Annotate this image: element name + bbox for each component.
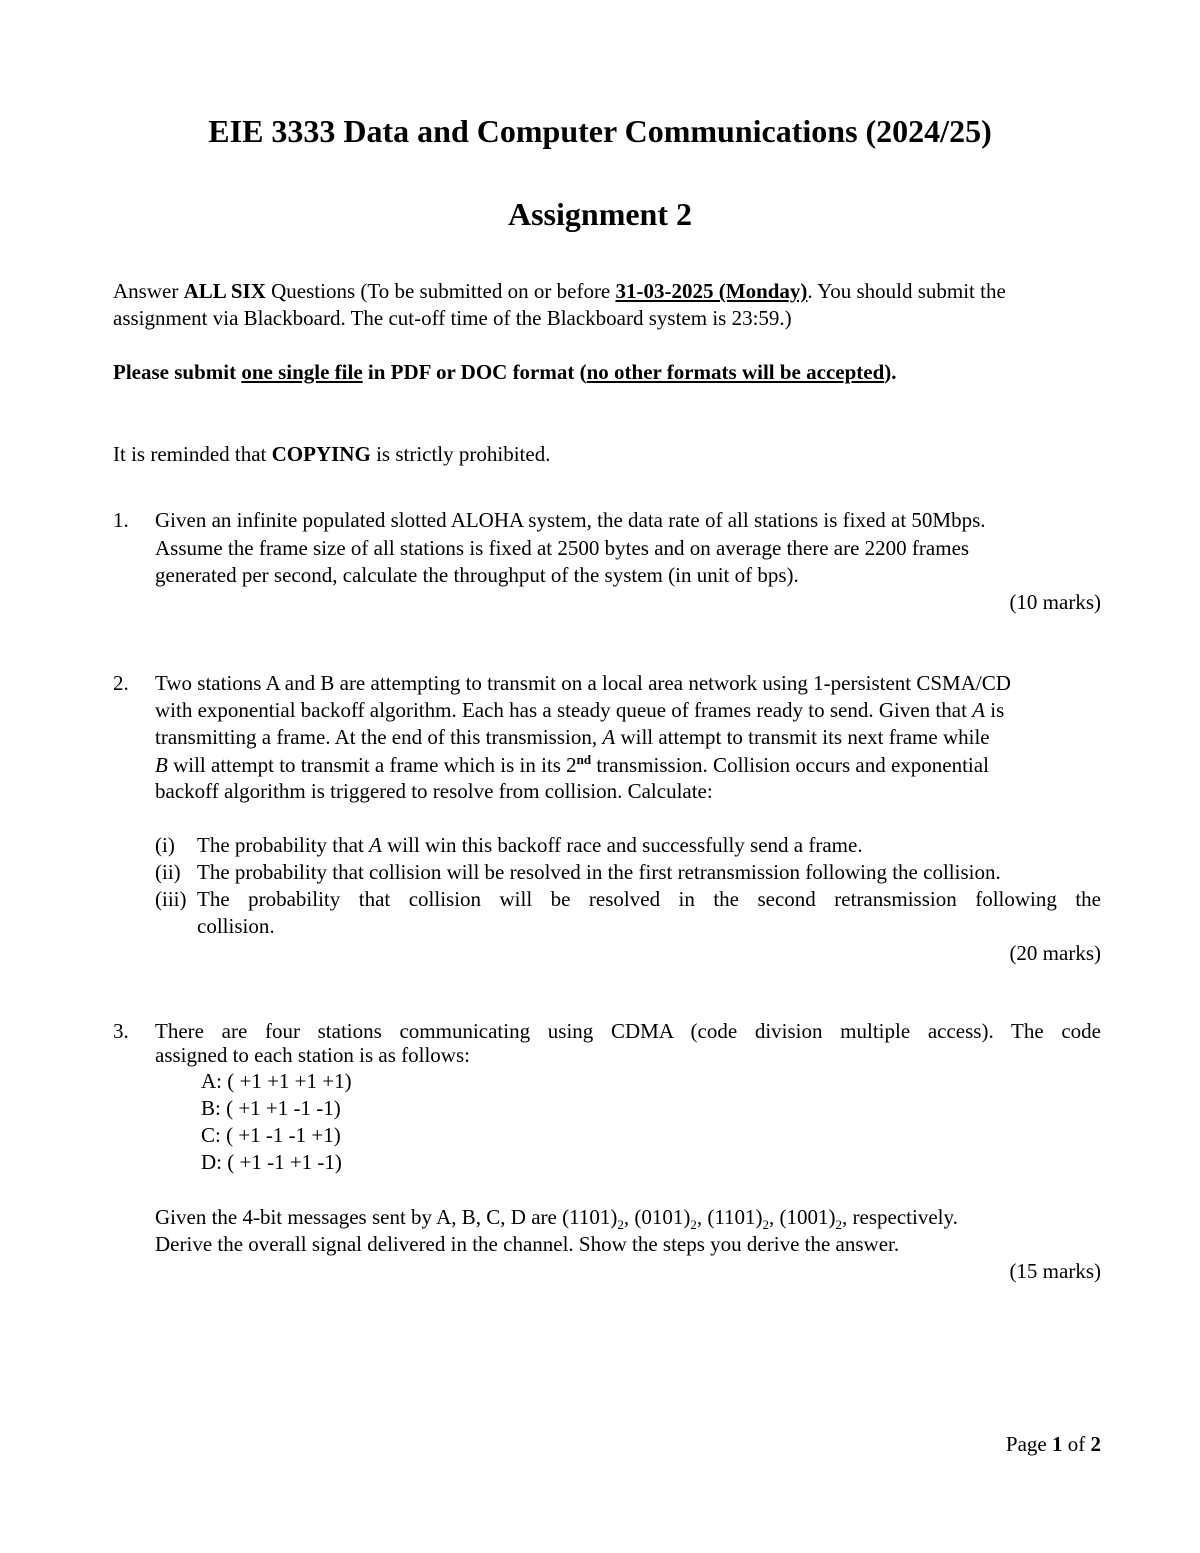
station-code: C: ( +1 -1 -1 +1) (201, 1123, 341, 1147)
question-text-line: generated per second, calculate the throughput of the system (in unit of bps). (155, 563, 799, 587)
question-number: 3. (113, 1019, 129, 1043)
station-code: D: ( +1 -1 +1 -1) (201, 1150, 342, 1174)
instructions-line-1: Answer ALL SIX Questions (To be submitted on or before 31-03-2025 (Monday). You should submit the (113, 279, 1006, 303)
sub-question-text: The probability that collision will be resolved in the first retransmission following the collision. (197, 860, 1001, 884)
question-text-line: There are four stations communicating using CDMA (code division multiple access). The code (155, 1019, 1101, 1043)
question-number: 1. (113, 508, 129, 532)
station-code: A: ( +1 +1 +1 +1) (201, 1069, 352, 1093)
question-text-line: with exponential backoff algorithm. Each has a steady queue of frames ready to send. Given that A is (155, 698, 1005, 722)
all-six: ALL SIX (183, 279, 266, 303)
sub-question-text: collision. (197, 914, 275, 938)
question-text-line: B will attempt to transmit a frame which is in its 2nd transmission. Collision occurs and exponential (155, 752, 989, 777)
marks: (10 marks) (1009, 590, 1101, 614)
sub-question-label: (iii) (155, 887, 187, 911)
sub-question-label: (i) (155, 833, 175, 857)
question-text-line: Derive the overall signal delivered in the channel. Show the steps you derive the answer. (155, 1232, 900, 1256)
question-text-line: assigned to each station is as follows: (155, 1043, 470, 1067)
sub-question-text: The probability that A will win this backoff race and successfully send a frame. (197, 833, 863, 857)
question-text-line: Given an infinite populated slotted ALOHA system, the data rate of all stations is fixed at 50Mbps. (155, 508, 986, 532)
page-number: Page 1 of 2 (1005, 1432, 1101, 1456)
sub-question-text: The probability that collision will be resolved in the second retransmission following the (197, 887, 1101, 911)
page-title (0, 113, 1200, 150)
question-text-line: Assume the frame size of all stations is fixed at 2500 bytes and on average there are 2200 frames (155, 536, 970, 560)
marks: (15 marks) (1009, 1259, 1101, 1283)
sub-question-label: (ii) (155, 860, 181, 884)
assignment-title: Assignment 2 (507, 196, 692, 232)
copying-notice: It is reminded that COPYING is strictly prohibited. (113, 442, 551, 466)
submit-instruction: Please submit one single file in PDF or DOC format (no other formats will be accepted). (113, 360, 897, 384)
marks: (20 marks) (1009, 941, 1101, 965)
due-date: 31-03-2025 (Monday) (615, 279, 808, 303)
question-text-line: Two stations A and B are attempting to transmit on a local area network using 1-persistent CSMA/CD (155, 671, 1011, 695)
question-number: 2. (113, 671, 129, 695)
instructions-line-2: assignment via Blackboard. The cut-off time of the Blackboard system is 23:59.) (113, 306, 792, 330)
question-text-line: backoff algorithm is triggered to resolve from collision. Calculate: (155, 779, 713, 803)
question-text-line: Given the 4-bit messages sent by A, B, C, D are $(1101)_2$, $(0101)_2$, $(1101)_2$, $(1001)_2$, respectively. (155, 1205, 958, 1233)
course-title: EIE 3333 Data and Computer Communications (2024/25) (208, 113, 992, 149)
question-text-line: transmitting a frame. At the end of this transmission, A will attempt to transmit its next frame while (155, 725, 990, 749)
station-code: B: ( +1 +1 -1 -1) (201, 1096, 341, 1120)
